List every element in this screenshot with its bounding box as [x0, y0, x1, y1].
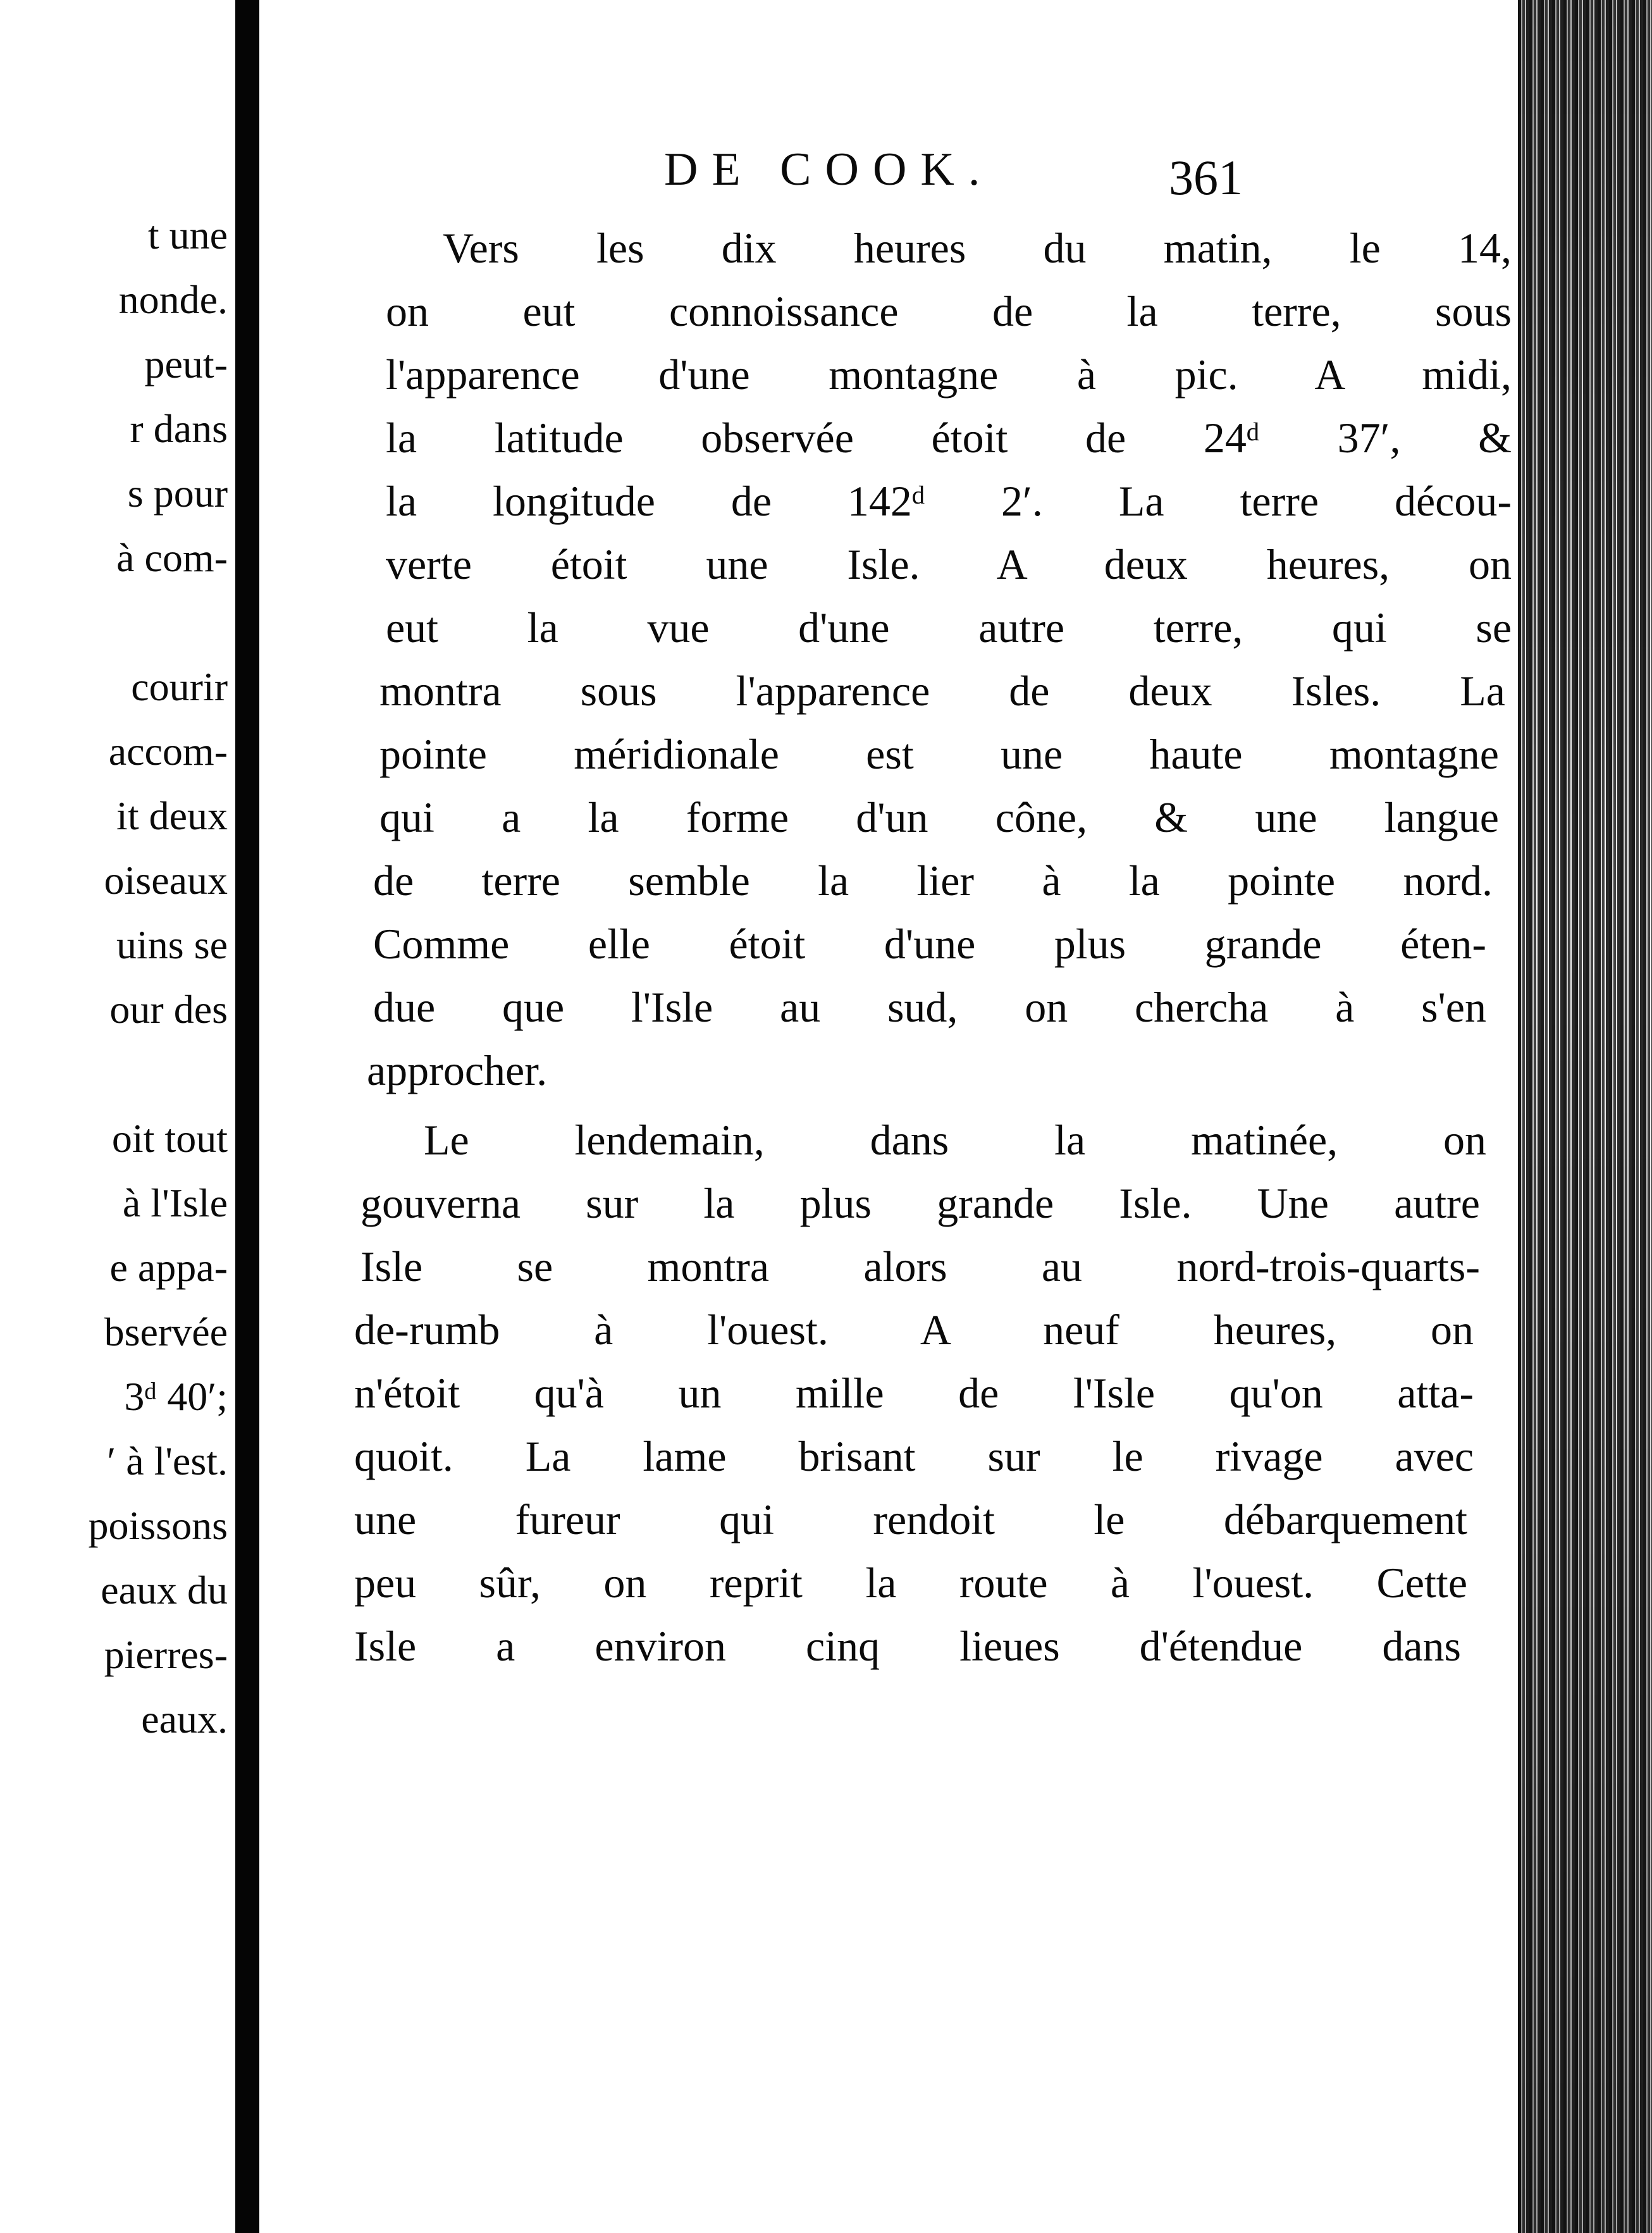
text-line: eut la vue d'une autre terre, qui se [386, 603, 1512, 652]
left-page-line: 3ᵈ 40′; [124, 1374, 228, 1419]
text-line: Isle se montra alors au nord-trois-quarts- [361, 1242, 1480, 1290]
text-line: gouverna sur la plus grande Isle. Une autre [361, 1179, 1480, 1227]
text-line: l'apparence d'une montagne à pic. A midi, [386, 350, 1512, 399]
right-page [259, 0, 1518, 2144]
left-page-line: oiseaux [104, 858, 228, 903]
running-head: DE COOK. [664, 144, 994, 195]
left-page-line: it deux [116, 793, 228, 838]
text-line: due que l'Isle au sud, on chercha à s'en [373, 983, 1486, 1031]
text-line: la latitude observée étoit de 24ᵈ 37′, & [386, 414, 1512, 462]
left-page-line: eaux du [101, 1568, 228, 1612]
left-page-line: pierres- [104, 1632, 228, 1677]
left-page-line: poissons [88, 1503, 228, 1548]
text-line: pointe méridionale est une haute montagne [379, 730, 1499, 778]
left-page-line: s pour [127, 471, 228, 516]
left-page-line: à l'Isle [122, 1180, 228, 1225]
left-page-line: bservée [104, 1309, 228, 1354]
left-page-line: courir [131, 664, 228, 709]
text-line: de-rumb à l'ouest. A neuf heures, on [354, 1306, 1474, 1354]
text-line: n'étoit qu'à un mille de l'Isle qu'on atta- [354, 1369, 1474, 1417]
right-page-bottom-edge [259, 2144, 1524, 2233]
fore-edge-shading [1518, 0, 1652, 2233]
left-page-line: r dans [130, 406, 228, 451]
text-line: Le lendemain, dans la matinée, on [424, 1116, 1486, 1164]
left-page-line: nonde. [118, 277, 228, 322]
left-page-line: t une [147, 213, 228, 257]
text-line: approcher. [367, 1046, 548, 1094]
left-page-line: accom- [108, 729, 228, 774]
text-line: de terre semble la lier à la pointe nord. [373, 857, 1493, 905]
text-line: Vers les dix heures du matin, le 14, [443, 224, 1512, 272]
text-line: verte étoit une Isle. A deux heures, on [386, 540, 1512, 588]
left-page-line: uins se [116, 922, 228, 967]
text-line: qui a la forme d'un cône, & une langue [379, 793, 1499, 841]
left-page-line: eaux. [141, 1697, 228, 1741]
text-line: montra sous l'apparence de deux Isles. La [379, 667, 1505, 715]
left-facing-page [0, 0, 235, 2233]
text-line: Isle a environ cinq lieues d'étendue dans [354, 1622, 1461, 1670]
book-gutter [235, 0, 259, 2233]
text-line: une fureur qui rendoit le débarquement [354, 1495, 1467, 1543]
left-page-line: ′ à l'est. [107, 1438, 228, 1483]
left-page-line: e appa- [109, 1245, 228, 1290]
text-line: Comme elle étoit d'une plus grande éten- [373, 920, 1486, 968]
text-line: la longitude de 142ᵈ 2′. La terre décou- [386, 477, 1512, 525]
left-page-line: à com- [116, 535, 228, 580]
left-page-line: oit tout [111, 1116, 228, 1161]
page-number: 361 [1169, 150, 1243, 205]
text-line: on eut connoissance de la terre, sous [386, 287, 1512, 335]
text-line: quoit. La lame brisant sur le rivage avec [354, 1432, 1474, 1480]
left-page-line: peut- [144, 342, 228, 387]
left-page-line: our des [109, 987, 228, 1032]
text-line: peu sûr, on reprit la route à l'ouest. Cette [354, 1559, 1467, 1607]
